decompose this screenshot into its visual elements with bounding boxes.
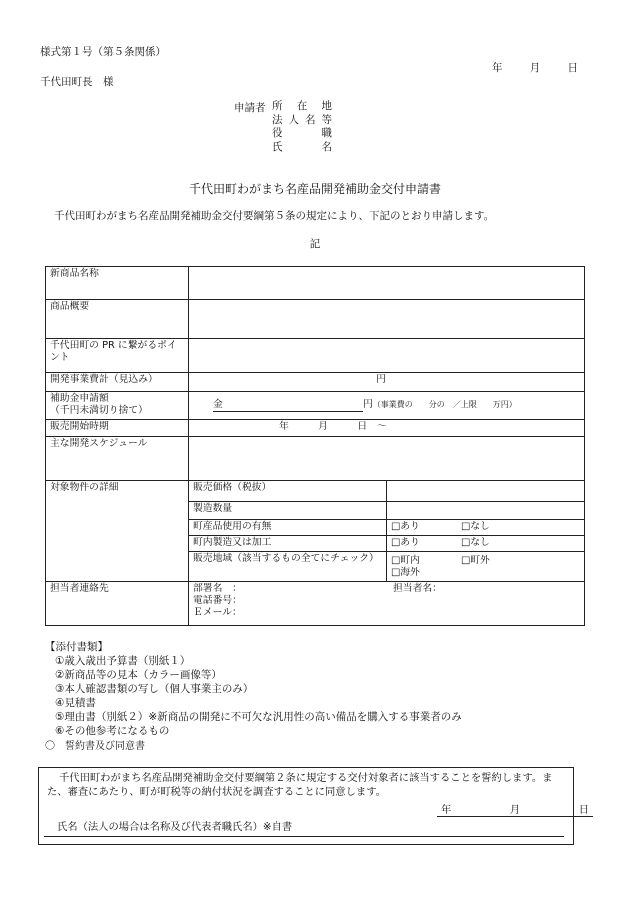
field-sales-start[interactable]: 年 月 日 ～ bbox=[189, 420, 585, 437]
field-sales-area bbox=[387, 552, 585, 582]
field-contact[interactable] bbox=[189, 582, 585, 626]
dev-cost-yen: 円 bbox=[376, 374, 386, 385]
checkbox-area-outside[interactable]: □町外 bbox=[461, 554, 490, 566]
form-number: 様式第１号（第５条関係） bbox=[40, 46, 166, 58]
attachments bbox=[45, 640, 462, 738]
subsidy-yen: 円 bbox=[363, 399, 373, 410]
intro-text: 千代田町わがまち名産品開発補助金交付要綱第５条の規定により、下記のとおり申請します。 bbox=[54, 210, 495, 222]
oath-text: 千代田町わがまち名産品開発補助金交付要綱第２条に規定する交付対象者に該当することを誓約します。また、審査にあたり、町が町税等の納付状況を調査することに同意します。 bbox=[47, 772, 553, 798]
applicant-field-corp-name: 法人名等 bbox=[272, 113, 332, 126]
attachment-item: ⑤理由書（別紙２）※新商品の開発に不可欠な汎用性の高い備品を購入する事業者のみ bbox=[55, 711, 462, 723]
kin-label: 金 bbox=[213, 399, 223, 410]
oath-date-month: 月 bbox=[509, 804, 521, 816]
date-month: 月 bbox=[529, 62, 541, 74]
field-price[interactable] bbox=[387, 481, 585, 502]
label-contact: 担当者連絡先 bbox=[46, 582, 189, 626]
oath-name-label: 氏名（法人の場合は名称及び代表者職氏名）※自書 bbox=[57, 821, 293, 833]
label-sales-start: 販売開始時期 bbox=[46, 420, 189, 437]
contact-phone: 電話番号： bbox=[193, 595, 242, 606]
oath-date-year: 年 bbox=[441, 804, 452, 816]
checkbox-town-manufacture-no[interactable]: □なし bbox=[461, 537, 490, 548]
oath-box bbox=[38, 767, 589, 845]
field-new-product-name[interactable] bbox=[189, 267, 585, 300]
field-dev-cost[interactable] bbox=[189, 373, 585, 392]
field-product-overview[interactable] bbox=[189, 300, 585, 339]
applicant-field-address: 所在地 bbox=[272, 100, 332, 112]
addressee: 千代田町長 様 bbox=[40, 76, 114, 88]
attachments-heading: 【添付書類】 bbox=[45, 641, 108, 653]
date-day: 日 bbox=[567, 62, 578, 74]
checkbox-town-product-yes[interactable]: □あり bbox=[391, 521, 420, 532]
label-pr-point: 千代田町の PR に繋がるポイント bbox=[46, 339, 189, 373]
contact-email: Ｅメール： bbox=[193, 607, 242, 618]
label-product-overview: 商品概要 bbox=[46, 300, 189, 339]
field-town-manufacture bbox=[387, 536, 585, 552]
attachment-item: ④見積書 bbox=[55, 697, 96, 709]
label-dev-schedule: 主な開発スケジュール bbox=[46, 437, 189, 481]
label-price: 販売価格（税抜） bbox=[189, 481, 387, 502]
checkbox-area-overseas[interactable]: □海外 bbox=[391, 566, 420, 578]
label-subsidy: 補助金申請額 （千円未満切り捨て） bbox=[46, 392, 189, 420]
checkbox-town-manufacture-yes[interactable]: □あり bbox=[391, 537, 420, 548]
label-new-product-name: 新商品名称 bbox=[46, 267, 189, 300]
oath-heading: 〇 誓約書及び同意書 bbox=[45, 741, 145, 752]
label-quantity: 製造数量 bbox=[189, 502, 387, 520]
field-pr-point[interactable] bbox=[189, 339, 585, 373]
label-sales-area: 販売地域（該当するもの全てにチェック） bbox=[189, 552, 387, 582]
attachment-item: ②新商品等の見本（カラー画像等） bbox=[55, 669, 222, 681]
label-dev-cost: 開発事業費計（見込み） bbox=[46, 373, 189, 392]
submission-date bbox=[492, 60, 578, 75]
attachment-item: ⑥その他参考になるもの bbox=[55, 725, 170, 737]
oath-date-day: 日 bbox=[578, 804, 589, 816]
attachment-item: ③本人確認書類の写し（個人事業主のみ） bbox=[55, 683, 254, 695]
applicant-field-name: 氏名 bbox=[272, 140, 332, 153]
field-subsidy[interactable] bbox=[189, 392, 585, 420]
applicant-fields bbox=[272, 100, 332, 154]
label-town-manufacture: 町内製造又は加工 bbox=[189, 536, 387, 552]
signature-line[interactable] bbox=[44, 836, 564, 837]
checkbox-area-town[interactable]: □町内 bbox=[391, 554, 420, 566]
ki-heading: 記 bbox=[309, 238, 321, 250]
field-quantity[interactable] bbox=[387, 502, 585, 520]
applicant-label: 申請者 bbox=[234, 102, 266, 114]
label-target-details: 対象物件の詳細 bbox=[46, 481, 189, 582]
applicant-field-position: 役職 bbox=[272, 127, 332, 139]
contact-person: 担当者名： bbox=[393, 583, 442, 594]
label-town-product: 町産品使用の有無 bbox=[189, 520, 387, 536]
subsidy-amount-line bbox=[213, 399, 363, 412]
oath-date[interactable] bbox=[437, 801, 593, 817]
contact-department: 部署名 ： bbox=[193, 583, 242, 594]
application-table bbox=[45, 266, 585, 626]
subsidy-note: （事業費の 分の ／上限 万円） bbox=[372, 400, 517, 409]
attachment-item: ①歳入歳出予算書（別紙１） bbox=[55, 655, 191, 667]
field-town-product bbox=[387, 520, 585, 536]
document-title: 千代田町わがまち名産品開発補助金交付申請書 bbox=[188, 182, 441, 196]
field-dev-schedule[interactable] bbox=[189, 437, 585, 481]
checkbox-town-product-no[interactable]: □なし bbox=[461, 521, 490, 532]
date-year: 年 bbox=[492, 62, 503, 74]
